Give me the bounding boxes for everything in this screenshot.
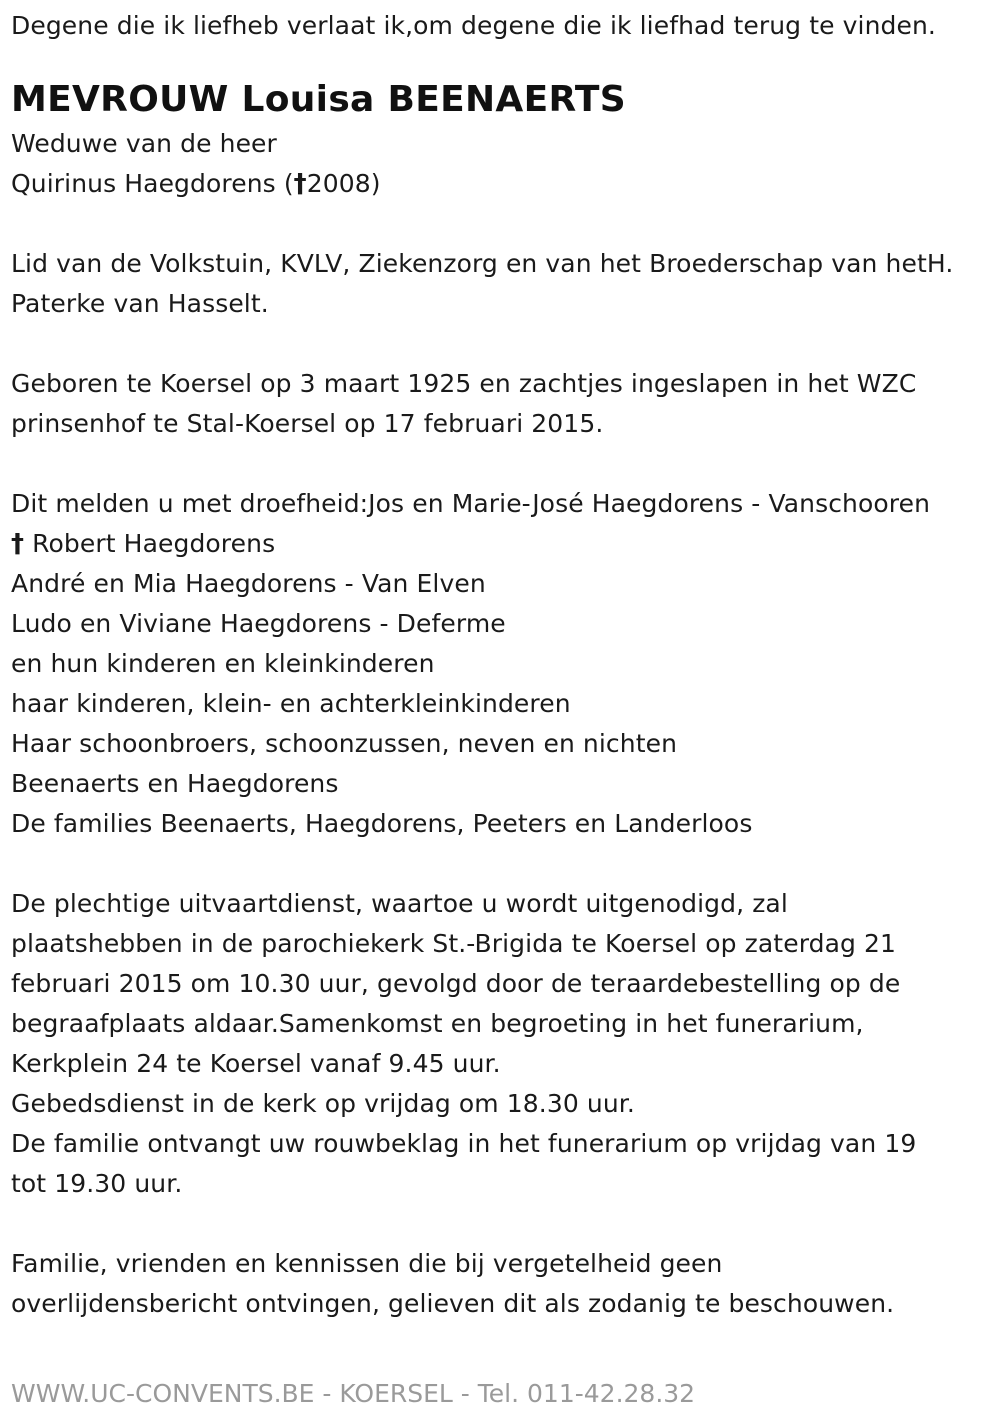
service-line: De familie ontvangt uw rouwbeklag in het funerarium op vrijdag van 19 [11, 1129, 917, 1158]
cross-icon: † [293, 169, 307, 199]
opening-quote: Degene die ik liefheb verlaat ik,om degene die ik liefhad terug te vinden. [11, 11, 936, 40]
widow-death-year: 2008) [306, 169, 381, 198]
widow-line-1: Weduwe van de heer [11, 129, 277, 158]
closing-line-2: overlijdensbericht ontvingen, gelieven dit als zodanig te beschouwen. [11, 1289, 895, 1318]
family-line: Haar schoonbroers, schoonzussen, neven en nichten [11, 729, 678, 758]
family-line: Beenaerts en Haegdorens [11, 769, 339, 798]
service-line: begraafplaats aldaar.Samenkomst en begroeting in het funerarium, [11, 1009, 864, 1038]
spacer [11, 844, 991, 884]
membership-line-2: Paterke van Hasselt. [11, 289, 269, 318]
obituary-notice [11, 0, 991, 1324]
family-line-2 [11, 524, 991, 564]
family-deceased-son: Robert Haegdorens [24, 529, 276, 558]
service-line: februari 2015 om 10.30 uur, gevolgd door de teraardebestelling op de [11, 969, 901, 998]
family-line: André en Mia Haegdorens - Van Elven [11, 569, 486, 598]
family-line: De families Beenaerts, Haegdorens, Peeters en Landerloos [11, 809, 753, 838]
membership-line-1: Lid van de Volkstuin, KVLV, Ziekenzorg en van het Broederschap van hetH. [11, 249, 954, 278]
family-line: Ludo en Viviane Haegdorens - Deferme [11, 609, 506, 638]
birth-death-line-1: Geboren te Koersel op 3 maart 1925 en zachtjes ingeslapen in het WZC [11, 369, 917, 398]
spacer [11, 444, 991, 484]
deceased-name: MEVROUW Louisa BEENAERTS [11, 79, 626, 120]
footer-contact: WWW.UC-CONVENTS.BE - KOERSEL - Tel. 011-42.28.32 [11, 1379, 696, 1408]
cross-icon: † [11, 529, 25, 559]
service-line: De plechtige uitvaartdienst, waartoe u wordt uitgenodigd, zal [11, 889, 788, 918]
family-line-1: Dit melden u met droefheid:Jos en Marie-José Haegdorens - Vanschooren [11, 489, 931, 518]
spacer [11, 1204, 991, 1244]
service-line: tot 19.30 uur. [11, 1169, 183, 1198]
spacer [11, 324, 991, 364]
family-line: haar kinderen, klein- en achterkleinkinderen [11, 689, 571, 718]
widow-spouse-name: Quirinus Haegdorens ( [11, 169, 294, 198]
family-line: en hun kinderen en kleinkinderen [11, 649, 435, 678]
service-line: plaatshebben in de parochiekerk St.-Brigida te Koersel op zaterdag 21 [11, 929, 897, 958]
service-line: Gebedsdienst in de kerk op vrijdag om 18.30 uur. [11, 1089, 635, 1118]
widow-line-2 [11, 164, 991, 204]
birth-death-line-2: prinsenhof te Stal-Koersel op 17 februari 2015. [11, 409, 604, 438]
closing-line-1: Familie, vrienden en kennissen die bij vergetelheid geen [11, 1249, 723, 1278]
service-line: Kerkplein 24 te Koersel vanaf 9.45 uur. [11, 1049, 501, 1078]
spacer [11, 204, 991, 244]
